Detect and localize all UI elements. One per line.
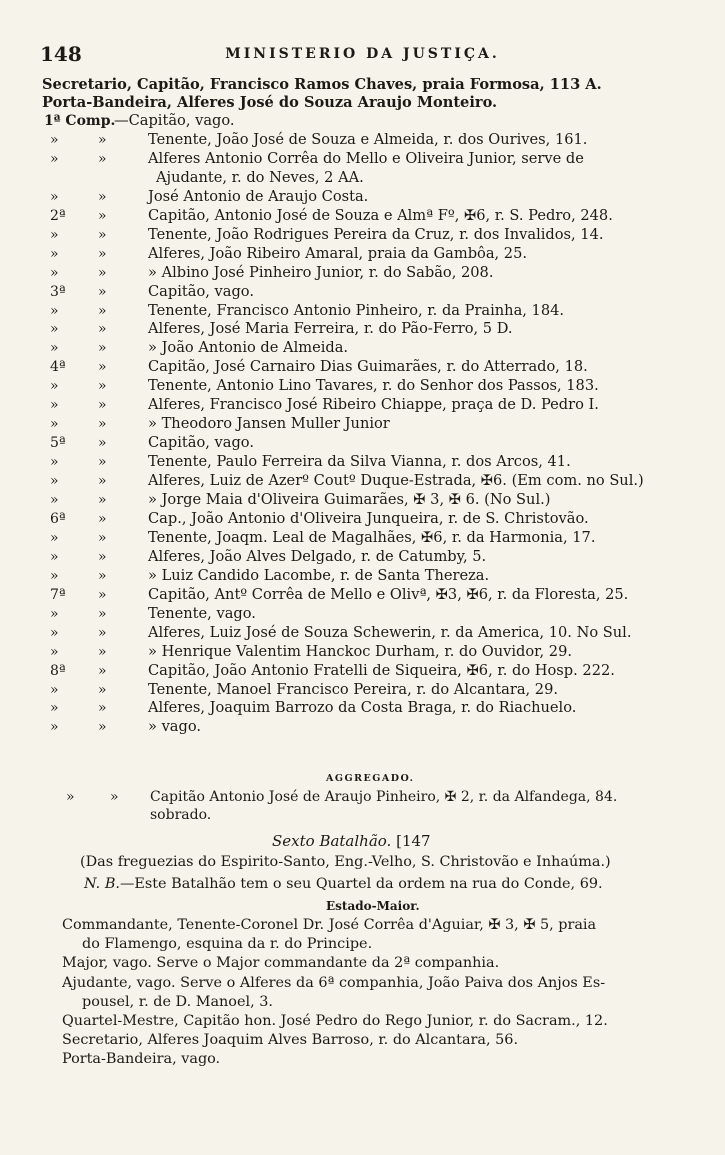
company-col1: 6ª [50, 510, 66, 527]
company-col1: » [50, 529, 59, 546]
company-col2: » [98, 700, 107, 717]
company-entry: Capitão, vago. [148, 282, 254, 300]
company-entry: Alferes, Luiz José de Souza Schewerin, r. da America, 10. No Sul. [148, 623, 632, 641]
company-col1: 5ª [50, 435, 66, 452]
company-col2: » [98, 492, 107, 508]
company-entry: Capitão, vago. [148, 434, 254, 452]
aggregado-col1: » [66, 789, 75, 805]
staff-line: Commandante, Tenente-Coronel Dr. José Corrêa d'Aguiar, ✠ 3, ✠ 5, praia [62, 917, 597, 933]
company-col1: » [50, 416, 59, 433]
company-entry: Tenente, Antonio Lino Tavares, r. do Senhor dos Passos, 183. [148, 377, 599, 395]
company-entry: » Henrique Valentim Hanckoc Durham, r. do Ouvidor, 29. [148, 642, 573, 660]
company-entry: Tenente, João José de Souza e Almeida, r. dos Ourives, 161. [148, 130, 588, 148]
company-entry: » Theodoro Jansen Muller Junior [148, 415, 390, 433]
company-col2: » [98, 131, 107, 148]
company-entry: Tenente, Manoel Francisco Pereira, r. do Alcantara, 29. [148, 680, 559, 698]
company-entry: » Albino José Pinheiro Junior, r. do Sabão, 208. [148, 263, 494, 281]
company-entry: —Capitão, vago. [114, 112, 235, 129]
company-entry: Alferes, João Alves Delgado, r. de Catumby, 5. [148, 547, 487, 565]
company-entry: Alferes, José Maria Ferreira, r. do Pão-Ferro, 5 D. [148, 320, 513, 338]
company-col2: » [98, 207, 107, 224]
company-col2: » [98, 378, 107, 395]
company-col2: » [98, 264, 107, 281]
company-col1: » [50, 131, 59, 148]
company-col2: » [98, 340, 107, 357]
company-col1: » [50, 567, 59, 584]
company-col1: 8ª [50, 662, 66, 679]
company-col1: » [50, 605, 59, 622]
page-header [40, 42, 685, 68]
company-col2: » [98, 586, 107, 603]
company-col1: » [50, 245, 59, 262]
company-col1: » [50, 302, 59, 319]
company-col2: » [98, 605, 107, 622]
aggregado-entry-cont: sobrado. [150, 807, 212, 823]
company-col1: 2ª [50, 207, 66, 224]
staff-line: Major, vago. Serve o Major commandante da 2ª companhia. [62, 955, 500, 972]
company-col2: » [98, 245, 107, 262]
aggregado-col2: » [110, 789, 119, 805]
company-col2: » [98, 681, 107, 698]
company-entry: Tenente, Paulo Ferreira da Silva Vianna, r. dos Arcos, 41. [148, 453, 571, 471]
company-col1: 7ª [50, 586, 66, 603]
company-col1: » [50, 150, 59, 167]
company-col2: » [98, 435, 107, 452]
company-col1: » [50, 473, 59, 490]
aggregado-heading: AGGREGADO. [326, 773, 415, 784]
staff-line: Secretario, Alferes Joaquim Alves Barroso, r. do Alcantara, 56. [62, 1032, 519, 1049]
company-col1: » [50, 264, 59, 281]
company-col2: » [98, 548, 107, 565]
company-entry: Capitão, Antonio José de Souza e Almª Fº, ✠6, r. S. Pedro, 248. [148, 206, 613, 224]
company-entry: José Antonio de Araujo Costa. [148, 187, 369, 205]
company-col2: » [98, 454, 107, 471]
company-col2: » [98, 397, 107, 414]
note-label: N. B. [84, 876, 120, 892]
section-note [84, 875, 603, 893]
running-title: MINISTERIO DA JUSTIÇA. [225, 46, 500, 62]
staff-line: Porta-Bandeira, vago. [62, 1051, 221, 1068]
company-entry: Alferes, Joaquim Barrozo da Costa Braga, r. do Riachuelo. [148, 699, 577, 717]
company-col1: » [50, 397, 59, 414]
company-col1: 4ª [50, 359, 66, 376]
company-col1: » [50, 454, 59, 471]
staff-line: pousel, r. de D. Manoel, 3. [82, 993, 273, 1010]
company-entry: Capitão, Antº Corrêa de Mello e Olivª, ✠3, ✠6, r. da Floresta, 25. [148, 585, 629, 603]
company-col2: » [98, 624, 107, 641]
company-col1: » [50, 188, 59, 205]
company-entry: Tenente, João Rodrigues Pereira da Cruz, r. dos Invalidos, 14. [148, 225, 604, 243]
company-col1: » [50, 719, 59, 736]
company-col1: » [50, 378, 59, 395]
company-col1: » [50, 226, 59, 243]
company-entry: Alferes, Luiz de Azerº Coutº Duque-Estrada, ✠6. (Em com. no Sul.) [148, 472, 644, 490]
staff-line: Quartel-Mestre, Capitão hon. José Pedro do Rego Junior, r. do Sacram., 12. [62, 1013, 608, 1029]
company-entry: Alferes Antonio Corrêa do Mello e Oliveira Junior, serve de [148, 149, 584, 167]
company-col2: » [98, 321, 107, 338]
porta-bandeira-line: Porta-Bandeira, Alferes José do Souza Araujo Monteiro. [42, 94, 498, 111]
aggregado-entry: Capitão Antonio José de Araujo Pinheiro, ✠ 2, r. da Alfandega, 84. [150, 789, 618, 805]
company-col1: » [50, 492, 59, 508]
section-title-line [272, 832, 431, 850]
company-col2: » [98, 150, 107, 167]
page-number: 148 [40, 42, 82, 66]
company-entry: Capitão, João Antonio Fratelli de Siqueira, ✠6, r. do Hosp. 222. [148, 661, 615, 679]
company-col1: 3ª [50, 283, 66, 300]
company-col2: » [98, 473, 107, 490]
company-col1: » [50, 681, 59, 698]
company-col2: » [98, 529, 107, 546]
company-entry: Ajudante, r. do Neves, 2 AA. [156, 168, 364, 186]
company-entry: Capitão, José Carnairo Dias Guimarães, r. do Atterrado, 18. [148, 358, 588, 376]
section-title: Sexto Batalhão. [272, 832, 392, 850]
company-entry: Cap., João Antonio d'Oliveira Junqueira, r. de S. Christovão. [148, 509, 589, 527]
company-col1: 1ª Comp. [44, 113, 116, 129]
company-entry: » João Antonio de Almeida. [148, 339, 349, 357]
company-entry: » Jorge Maia d'Oliveira Guimarães, ✠ 3, ✠ 6. (No Sul.) [148, 491, 551, 508]
secretario-line: Secretario, Capitão, Francisco Ramos Chaves, praia Formosa, 113 A. [42, 76, 602, 93]
company-entry: » Luiz Candido Lacombe, r. de Santa Thereza. [148, 566, 490, 584]
company-entry: » vago. [148, 718, 202, 736]
staff-heading: Estado-Maior. [326, 899, 420, 913]
company-entry: Tenente, Francisco Antonio Pinheiro, r. da Prainha, 184. [148, 301, 565, 319]
company-entry: Tenente, vago. [148, 604, 256, 622]
section-subtitle: (Das freguezias do Espirito-Santo, Eng.-Velho, S. Christovão e Inhaúma.) [80, 854, 611, 870]
company-col2: » [98, 283, 107, 300]
company-col1: » [50, 624, 59, 641]
company-col2: » [98, 662, 107, 679]
company-col1: » [50, 321, 59, 338]
company-col1: » [50, 700, 59, 717]
company-col2: » [98, 643, 107, 660]
company-entry: Alferes, Francisco José Ribeiro Chiappe, praça de D. Pedro I. [148, 396, 599, 414]
company-col2: » [98, 226, 107, 243]
company-col2: » [98, 359, 107, 376]
company-col2: » [98, 188, 107, 205]
company-entry: Tenente, Joaqm. Leal de Magalhães, ✠6, r. da Harmonia, 17. [148, 528, 596, 546]
company-col2: » [98, 302, 107, 319]
company-col1: » [50, 548, 59, 565]
section-ref: [147 [396, 832, 431, 850]
company-col1: » [50, 643, 59, 660]
company-col2: » [98, 416, 107, 433]
company-col2: » [98, 510, 107, 527]
company-col1: » [50, 340, 59, 357]
staff-line: Ajudante, vago. Serve o Alferes da 6ª companhia, João Paiva dos Anjos Es- [62, 974, 606, 991]
company-entry: Alferes, João Ribeiro Amaral, praia da Gambôa, 25. [148, 244, 528, 262]
note-text: —Este Batalhão tem o seu Quartel da ordem na rua do Conde, 69. [119, 876, 603, 892]
company-col2: » [98, 719, 107, 736]
staff-line: do Flamengo, esquina da r. do Principe. [82, 936, 373, 953]
company-col2: » [98, 567, 107, 584]
